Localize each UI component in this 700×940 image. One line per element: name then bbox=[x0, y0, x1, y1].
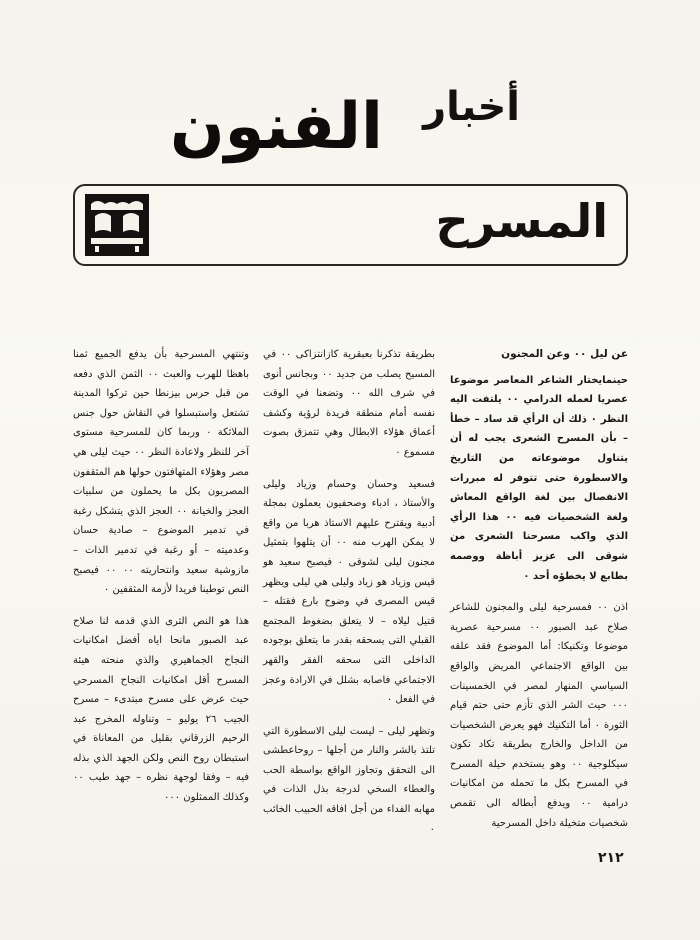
section-header-box bbox=[73, 184, 628, 266]
paragraph: حينمايختار الشاعر المعاصر موضوعا عصريا لعمله الدرامي ٠٠ يلتفت اليه النظر ٠ ذلك أن الرأي قد ساد – خطأ – بأن المسرح الشعرى يجب له أن يتناول موضوعاته من التاريخ والاسطورة حتى تتوفر له مبررات الانفصال بين لغة الواقع المعاش ولغة الشخصيات فيه ٠٠ هذا الرأي الذي واكب مسرحنا الشعرى من شوقى الى عزيز أباظة ووصمه بطابع لا يخطؤه أحد ٠ bbox=[450, 374, 628, 582]
article-column-middle bbox=[263, 345, 435, 851]
masthead-arts-word: الفنون bbox=[170, 90, 383, 164]
page-number: ٢١٢ bbox=[598, 850, 624, 866]
paragraph: هذا هو النص الثرى الذي قدمه لنا صلاح عبد الصبور مانحا اياه أفضل امكانيات النجاح الجماهيري والذي منحته هيئة المسرح أقل امكانيات النجاح المسرحي حيث عرض على مسرح مبتدىء – مسرح الجيب ٢٦ يوليو – وتناوله المخرج عبد الرحيم الزرقاني بقليل من المعاناة في استبطان روح النص ولكن الجهد الذي بذله فيه – وفقا لوجهة نظره – جهد طيب ٠٠ وكذلك الممثلون ٠٠٠ bbox=[73, 615, 249, 804]
article-column-left bbox=[73, 345, 249, 820]
paragraph: اذن ٠٠ فمسرحية ليلى والمجنون للشاعر صلاح عبد الصبور ٠٠ مسرحية عصرية موضوعا وتكنيكا: أما الموضوع فقد علقه بين الواقع الاجتماعي المريض والواقع السياسي المنهار لمصر في الخمسينات ٠٠٠ حيث الشر الذي تأزم حتى حتم قيام الثورة ٠ أما التكنيك فهو يعرض الشخصيات من الداخل والخارج بطريقة تكاد تكون سيكلوجية ٠٠ وهو يستخدم حيلة المسرح في المسرح بكل ما تحمله من امكانيات درامية ٠٠ ويدفع أبطاله الى تقمص شخصيات متخيلة داخل المسرحية bbox=[450, 602, 628, 829]
paragraph: فسعيد وحسان وحسام وزياد وليلى والأستاذ ، ادباء وصحفيون يعملون بمجلة أدبية ويقترح عليهم الاستاذ هربا من واقع لا يمكن الهرب منه ٠٠ أن يتلهوا بتمثيل مجنون ليلى لشوقى ٠ فيصبح سعيد هو قيس وزياد هو زياد وليلى هي ليلى ويظهر قيس المصرى في وضوح بارع فقتله – قتيل ليلاه – لا يتعلق بضغوط المجتمع القبلي التى يسحقه بقدر ما يتعلق بوجوده الداخلى التى سحقه الفقر والقهر الاجتماعي فاصابه بشلل في الارادة وعجز في الفعل ٠ bbox=[263, 478, 436, 706]
masthead-news-word: أخبار bbox=[423, 84, 520, 130]
article-column-right bbox=[450, 345, 628, 845]
paragraph: وتظهر ليلى – ليست ليلى الاسطورة التي تلتذ بالشر والنار من أجلها – روحاعطشى الى التحقق وتجاوز الواقع بواسطة الحب والعطاء السخي لدرجة بذل الذات في مهابه الفداء من أجل افاقه الحبيب الخائب ٠ bbox=[263, 725, 435, 835]
paragraph: وتنتهي المسرحية بأن يدفع الجميع ثمنا باهظا للهرب والعبث ٠٠ الثمن الذي دفعه من قبل حرس بيزنطا حين تركوا المدينة تشتعل واستبسلوا في النقاش حول جنس الملائكة ٠ وربما كان للمسرحية مستوى آخر للنظر ولاعادة النظر ٠٠ حيث ليلى هي مصر وهؤلاء المتهافتون حولها هم المثقفون المصريون بكل ما يحملون من سلبيات العجز والخيانة ٠٠ العجز الذي يتشكل رغبة في تدمير الموضوع – صادية حسان وعدميته – أو رغبة في تدمير الذات – مازوشية سعيد وانتحاريته ٠٠ ٠٠ فيصبح النص توطينا فريدا لأزمة المثقفين ٠ bbox=[73, 349, 250, 596]
masthead bbox=[170, 70, 520, 170]
section-title: المسرح bbox=[435, 194, 608, 248]
paragraph: بطريقة تذكرنا بعبقرية كازانتزاكى ٠٠ في المسيح يصلب من جديد ٠٠ وبجانس أنوى في شرف الله ٠٠ وتضعنا في الوقت نفسه أمام منطقة فريدة لرؤية وكشف أعماق هؤلاء الابطال وهي تتمزق بصوت مسموع ٠ bbox=[263, 349, 436, 458]
theatre-stage-icon bbox=[85, 194, 149, 256]
article-heading: عن ليل ٠٠ وعن المجنون bbox=[501, 348, 628, 360]
